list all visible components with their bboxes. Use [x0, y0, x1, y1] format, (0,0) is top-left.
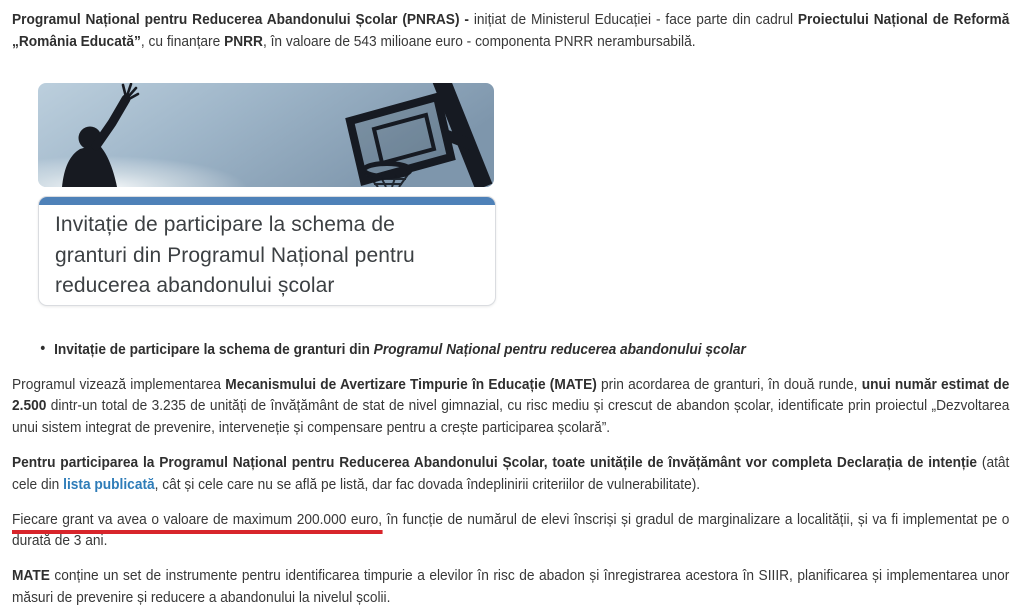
paragraph-participare: [12, 452, 1009, 495]
form-embed-card[interactable]: [38, 196, 496, 306]
program-bold-mate: Mecanismului de Avertizare Timpurie în Educație (MATE): [225, 375, 597, 393]
bullet-list: [12, 339, 1012, 361]
grant-text: în funcție de numărul de elevi înscriși și gradul de marginalizare a localității, și va fi implementat pe o durată de 3 ani.: [12, 510, 1010, 550]
lista-publicata-link[interactable]: lista publicată: [63, 475, 155, 493]
program-text: Programul vizează implementarea: [12, 375, 226, 393]
participare-bold: Pentru participarea la Programul Național pentru Reducerea Abandonului Școlar, toate unitățile de învățământ vor completa Declarația de intenție: [12, 454, 978, 472]
hero-photo: [38, 83, 494, 187]
card-accent-bar: [39, 197, 495, 205]
intro-bold-pnrr: PNRR: [224, 32, 263, 50]
intro-text-3: , în valoare de 543 milioane euro - componenta PNRR nerambursabilă.: [262, 32, 696, 50]
mate-bold: MATE: [12, 567, 50, 585]
paragraph-mate: [12, 565, 1009, 608]
participare-text-2: , cât și cele care nu se află pe listă, dar fac dovada îndeplinirii criteriilor de vulnerabilitate).: [154, 475, 701, 493]
program-bold-numar: unui număr estimat de 2.500: [12, 375, 1010, 415]
intro-paragraph: [12, 9, 1009, 52]
intro-bold-pnras: Programul Național pentru Reducerea Abandonului Școlar (PNRAS) -: [12, 11, 474, 28]
bullet-marker: •: [40, 339, 46, 357]
basketball-sky-photo: [38, 83, 494, 187]
intro-bold-proiect: Proiectului Național de Reformă „România Educată”: [12, 11, 1010, 50]
paragraph-program: [12, 374, 1009, 439]
form-embed-block: [38, 83, 1012, 306]
participare-text: (atât cele din: [12, 454, 1010, 493]
bullet-bold-text: Invitație de participare la schema de granturi din: [54, 340, 374, 358]
program-text-3: dintr-un total de 3.235 de unități de învățământ de stat de nivel gimnazial, cu risc mediu și crescut de abandon școlar, identificate prin proiectul „Dezvoltarea unui sistem integrat de prevenire, interveneție și compensare pentru a crește participarea școlară”.: [12, 397, 1010, 436]
intro-text: inițiat de Ministerul Educației - face parte din cadrul: [473, 11, 798, 28]
mate-text: conține un set de instrumente pentru identificarea timpurie a elevilor în risc de abadon și înregistrarea acestora în SIIIR, planificarea și implementarea unor măsuri de prevenire și reducere a abandonului la nivelul școlii.: [12, 567, 1010, 607]
form-title: Invitație de participare la schema de granturi din Programul Național pentru reducerea abandonului școlar: [55, 213, 415, 298]
program-text-2: prin acordarea de granturi, în două runde,: [596, 375, 862, 393]
intro-text-2: , cu finanțare: [140, 32, 225, 50]
grant-value-underlined-text: Fiecare grant va avea o valoare de maximum 200.000 euro,: [12, 511, 382, 534]
bullet-item-invitatie: [12, 339, 1024, 361]
bullet-italic-text: Programul Național pentru reducerea abandonului școlar: [373, 340, 746, 358]
paragraph-grant: [12, 509, 1009, 552]
